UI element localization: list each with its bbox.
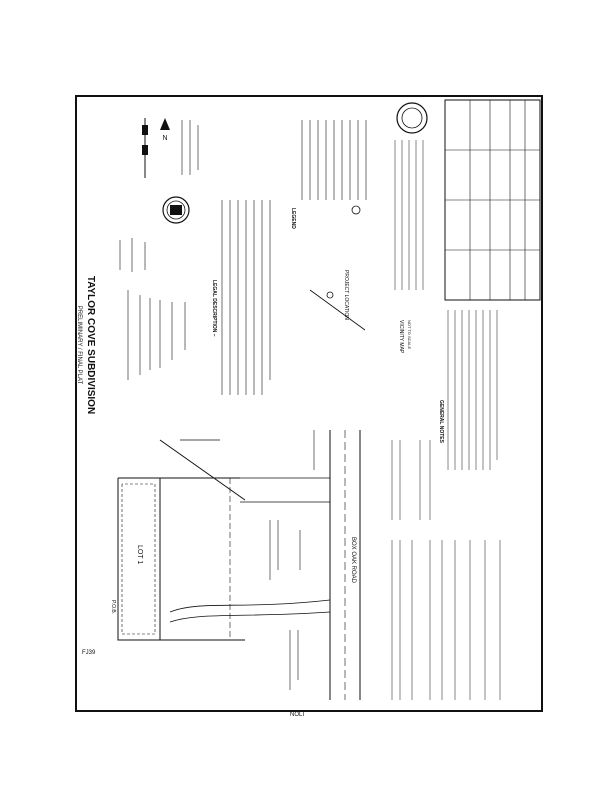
title-block — [76, 276, 96, 414]
legal-description-text — [222, 200, 270, 395]
legal-description-heading: LEGAL DESCRIPTION – — [211, 280, 217, 337]
legend — [290, 120, 366, 229]
north-arrow-label: N — [162, 135, 168, 142]
box-oak-road — [330, 430, 360, 700]
parcel-lines — [160, 440, 330, 640]
parcel-annotations — [270, 430, 314, 690]
pob-label: P.O.B. — [110, 600, 116, 615]
access-easement — [170, 600, 330, 622]
vicinity-map-scale: NOT TO SCALE — [407, 320, 412, 350]
road-name: BOX OAK ROAD — [350, 536, 356, 584]
logo-seal — [163, 197, 189, 223]
north-arrow-scale — [142, 118, 198, 178]
general-notes-heading: GENERAL NOTES — [438, 400, 444, 443]
approval-blocks — [392, 440, 500, 700]
revision-table — [445, 100, 540, 300]
legal-description — [211, 280, 217, 337]
lot-boundary — [118, 478, 160, 640]
sheet-bottom-label: NOLT — [290, 712, 306, 718]
general-notes — [438, 310, 497, 470]
project-location-label: PROJECT LOCATION — [343, 270, 349, 320]
owner-info-block — [120, 238, 185, 380]
surveyor-seal — [397, 103, 427, 133]
plat-title: TAYLOR COVE SUBDIVISION — [85, 275, 96, 415]
legend-heading: LEGEND — [290, 208, 296, 229]
sheet-left-note: FJ39 — [82, 650, 96, 656]
plat-subtitle: PRELIMINARY / FINAL PLAT — [76, 305, 82, 385]
vicinity-map — [310, 270, 412, 354]
vicinity-map-title: VICINITY MAP — [398, 320, 404, 354]
surveyor-certificate — [395, 140, 423, 290]
lot-label: LOT 1 — [136, 545, 143, 565]
